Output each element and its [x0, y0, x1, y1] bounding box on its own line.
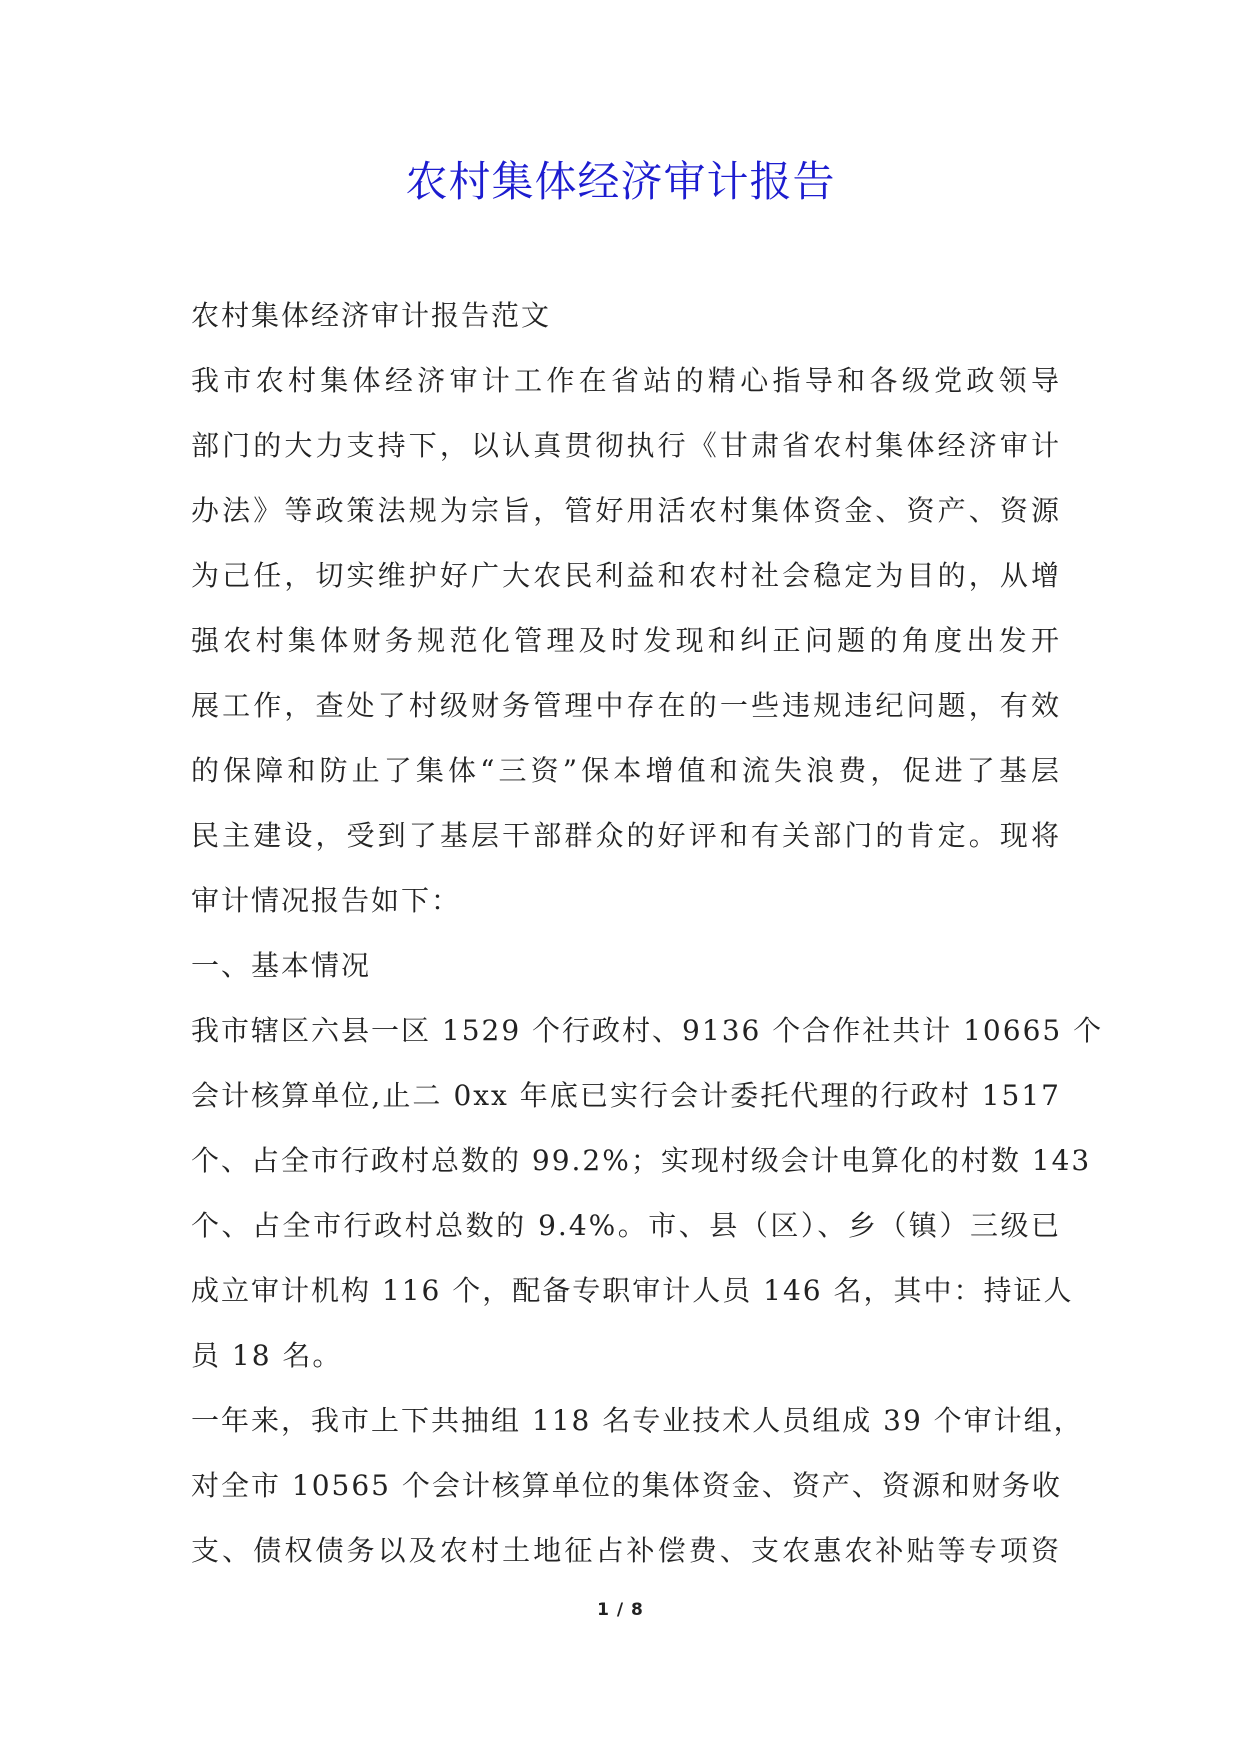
page-number: 1 / 8: [597, 1600, 644, 1620]
body-line: 展工作，查处了村级财务管理中存在的一些违规违纪问题，有效: [191, 689, 1061, 722]
body-line: 我市农村集体经济审计工作在省站的精心指导和各级党政领导: [191, 364, 1061, 397]
body-line: 我市辖区六县一区 1529 个行政村、9136 个合作社共计 10665 个: [191, 1014, 1104, 1047]
body-line: 强农村集体财务规范化管理及时发现和纠正问题的角度出发开: [191, 624, 1061, 657]
body-line: 会计核算单位,止二 0xx 年底已实行会计委托代理的行政村 1517: [191, 1079, 1061, 1112]
body-line: 对全市 10565 个会计核算单位的集体资金、资产、资源和财务收: [191, 1469, 1062, 1502]
body-line: 部门的大力支持下，以认真贯彻执行《甘肃省农村集体经济审计: [191, 429, 1061, 462]
body-line: 为己任，切实维护好广大农民利益和农村社会稳定为目的，从增: [191, 559, 1061, 592]
body-line: 农村集体经济审计报告范文: [191, 299, 552, 332]
body-line: 个、占全市行政村总数的 99.2%；实现村级会计电算化的村数 143: [191, 1144, 1092, 1177]
body-line: 支、债权债务以及农村土地征占补偿费、支农惠农补贴等专项资: [191, 1534, 1061, 1567]
body-line: 办法》等政策法规为宗旨，管好用活农村集体资金、资产、资源: [191, 494, 1061, 527]
body-line: 民主建设，受到了基层干部群众的好评和有关部门的肯定。现将: [191, 819, 1061, 852]
body-line: 个、占全市行政村总数的 9.4%。市、县（区）、乡（镇）三级已: [191, 1209, 1061, 1242]
document-body: [191, 283, 1104, 1583]
section-heading: 一、基本情况: [191, 949, 372, 982]
body-line: 审计情况报告如下：: [191, 884, 462, 917]
body-line: 员 18 名。: [191, 1339, 343, 1372]
body-line: 的保障和防止了集体“三资”保本增值和流失浪费，促进了基层: [191, 754, 1061, 787]
body-line: 一年来，我市上下共抽组 118 名专业技术人员组成 39 个审计组，: [191, 1404, 1084, 1437]
document-title: 农村集体经济审计报告: [405, 157, 836, 206]
body-line: 成立审计机构 116 个，配备专职审计人员 146 名，其中：持证人: [191, 1274, 1074, 1307]
